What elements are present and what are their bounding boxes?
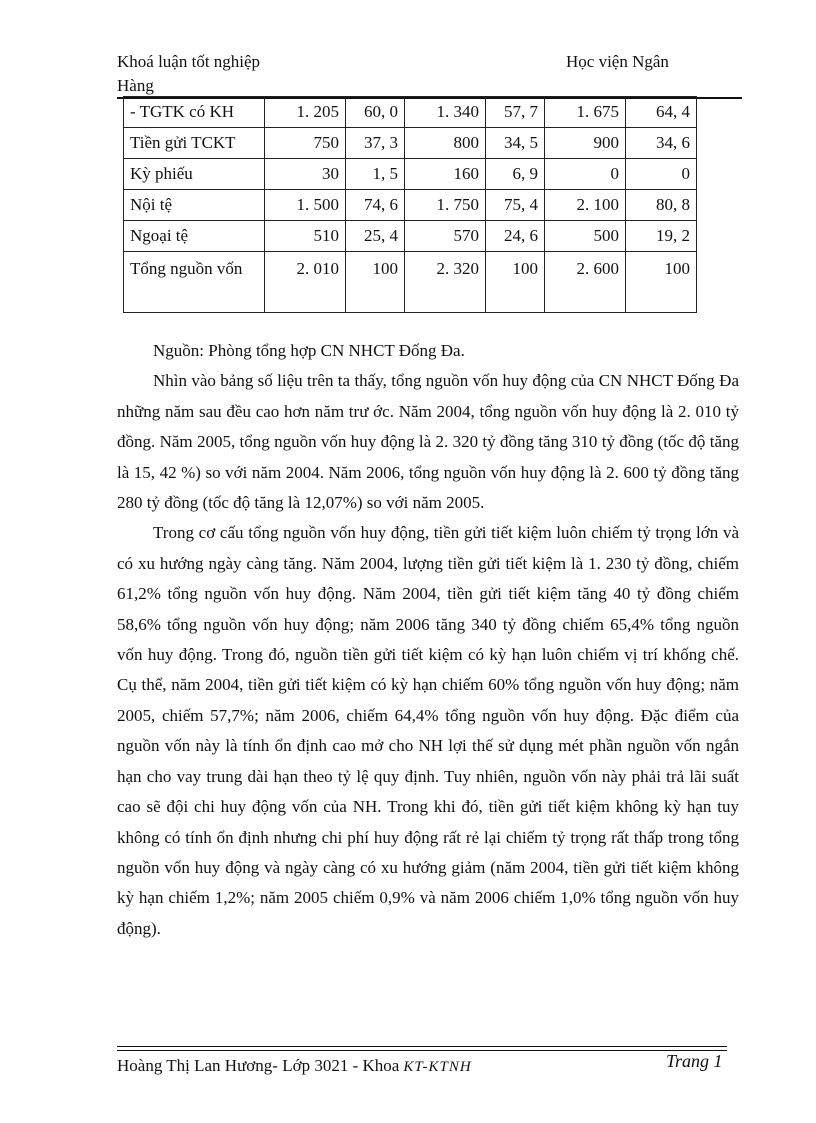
table-cell: 80, 8: [626, 190, 697, 221]
table-cell: 2. 010: [265, 252, 346, 313]
table-cell: 60, 0: [346, 97, 405, 128]
table-row: [124, 97, 697, 128]
table-row: [124, 252, 697, 313]
table-cell: 2. 320: [405, 252, 486, 313]
table-cell: 1. 675: [545, 97, 626, 128]
table-cell: 900: [545, 128, 626, 159]
table-cell: 100: [346, 252, 405, 313]
paragraph: Nhìn vào bảng số liệu trên ta thấy, tổng nguồn vốn huy động của CN NHCT Đống Đa những năm sau đều cao hơn năm trư ớc. Năm 2004, tổng nguồn vốn huy động là 2. 010 tỷ đồng. Năm 2005, tổng nguồn vốn huy động là 2. 320 tỷ đồng tăng 310 tỷ đồng (tốc độ tăng là 15, 42 %) so với năm 2004. Năm 2006, tổng nguồn vốn huy động là 2. 600 tỷ đồng tăng 280 tỷ đồng (tốc độ tăng là 12,07%) so với năm 2005.: [117, 371, 739, 513]
table-cell: 57, 7: [486, 97, 545, 128]
table-cell: 1. 750: [405, 190, 486, 221]
table-row: [124, 190, 697, 221]
table-cell: 570: [405, 221, 486, 252]
body-text: [117, 336, 739, 944]
table-cell: 750: [265, 128, 346, 159]
table-cell: 74, 6: [346, 190, 405, 221]
table-row: [124, 221, 697, 252]
header-thesis-title: Khoá luận tốt nghiệp: [117, 52, 261, 71]
table-cell: 34, 5: [486, 128, 545, 159]
header-left: [117, 50, 260, 98]
table-cell: 0: [545, 159, 626, 190]
table-cell: 510: [265, 221, 346, 252]
table-cell: 6, 9: [486, 159, 545, 190]
table-cell: 1, 5: [346, 159, 405, 190]
table-cell: 500: [545, 221, 626, 252]
table-cell: 0: [626, 159, 697, 190]
paragraph: Trong cơ cấu tổng nguồn vốn huy động, tiền gửi tiết kiệm luôn chiếm tỷ trọng lớn và có xu hướng ngày càng tăng. Năm 2004, lượng tiền gửi tiết kiệm là 1. 230 tỷ đồng, chiếm 61,2% tổng nguồn vốn huy động. Năm 2004, tiền gửi tiết kiệm tăng 40 tỷ đồng chiếm 58,6% tổng nguồn vốn huy động; năm 2006 tăng 340 tỷ đồng chiếm 65,4% tổng nguồn vốn huy động. Trong đó, nguồn tiền gửi tiết kiệm có kỳ hạn luôn chiếm vị trí khống chế. Cụ thể, năm 2004, tiền gửi tiết kiệm có kỳ hạn chiếm 60% tổng nguồn vốn huy động; năm 2005, chiếm 57,7%; năm 2006, chiếm 64,4% tổng nguồn vốn huy động. Đặc điểm của nguồn vốn này là tính ổn định cao mở cho NH lợi thế sử dụng mét phần nguồn vốn ngắn hạn cho vay trung dài hạn theo tỷ lệ quy định. Tuy nhiên, nguồn vốn này phải trả lãi suất cao sẽ đội chi huy động vốn của NH. Trong khi đó, tiền gửi tiết kiệm không kỳ hạn tuy không có tính ổn định nhưng chi phí huy động rất rẻ lại chiếm tỷ trọng rất thấp trong tổng nguồn vốn huy động và ngày càng có xu hướng giảm (năm 2004, tiền gửi tiết kiệm không kỳ hạn chiếm 1,2%; năm 2005 chiếm 0,9% và năm 2006 chiếm 1,0% tổng nguồn vốn huy động).: [117, 523, 739, 938]
footer-author: [117, 1056, 472, 1076]
table-row: [124, 159, 697, 190]
table-cell: 64, 4: [626, 97, 697, 128]
footer-department: KT-KTNH: [403, 1059, 472, 1075]
table-cell: 160: [405, 159, 486, 190]
table-cell: 24, 6: [486, 221, 545, 252]
footer-author-text: Hoàng Thị Lan Hương- Lớp 3021 - Khoa: [117, 1056, 400, 1075]
row-label: Nội tệ: [124, 190, 265, 221]
table-cell: 2. 100: [545, 190, 626, 221]
table-cell: 75, 4: [486, 190, 545, 221]
table-cell: 34, 6: [626, 128, 697, 159]
table-cell: 100: [626, 252, 697, 313]
table-cell: 2. 600: [545, 252, 626, 313]
row-label: Ngoại tệ: [124, 221, 265, 252]
header-institution: Học viện Ngân: [566, 52, 669, 71]
source-note: Nguồn: Phòng tổng hợp CN NHCT Đống Đa.: [153, 341, 465, 360]
table-cell: 1. 340: [405, 97, 486, 128]
table-cell: 37, 3: [346, 128, 405, 159]
table-cell: 19, 2: [626, 221, 697, 252]
row-label: Tổng nguồn vốn: [124, 252, 265, 313]
row-label: Kỳ phiếu: [124, 159, 265, 190]
page-number: Trang 1: [666, 1051, 723, 1071]
table-cell: 1. 205: [265, 97, 346, 128]
table-cell: 800: [405, 128, 486, 159]
footer-rule: [117, 1050, 727, 1051]
table-row: [124, 128, 697, 159]
capital-table: [123, 96, 697, 313]
table-cell: 30: [265, 159, 346, 190]
row-label: Tiền gửi TCKT: [124, 128, 265, 159]
header-thesis-title-wrap: Hàng: [117, 76, 154, 95]
table-cell: 100: [486, 252, 545, 313]
row-label: - TGTK có KH: [124, 97, 265, 128]
table-cell: 25, 4: [346, 221, 405, 252]
footer-rule: [117, 1046, 727, 1047]
table-cell: 1. 500: [265, 190, 346, 221]
